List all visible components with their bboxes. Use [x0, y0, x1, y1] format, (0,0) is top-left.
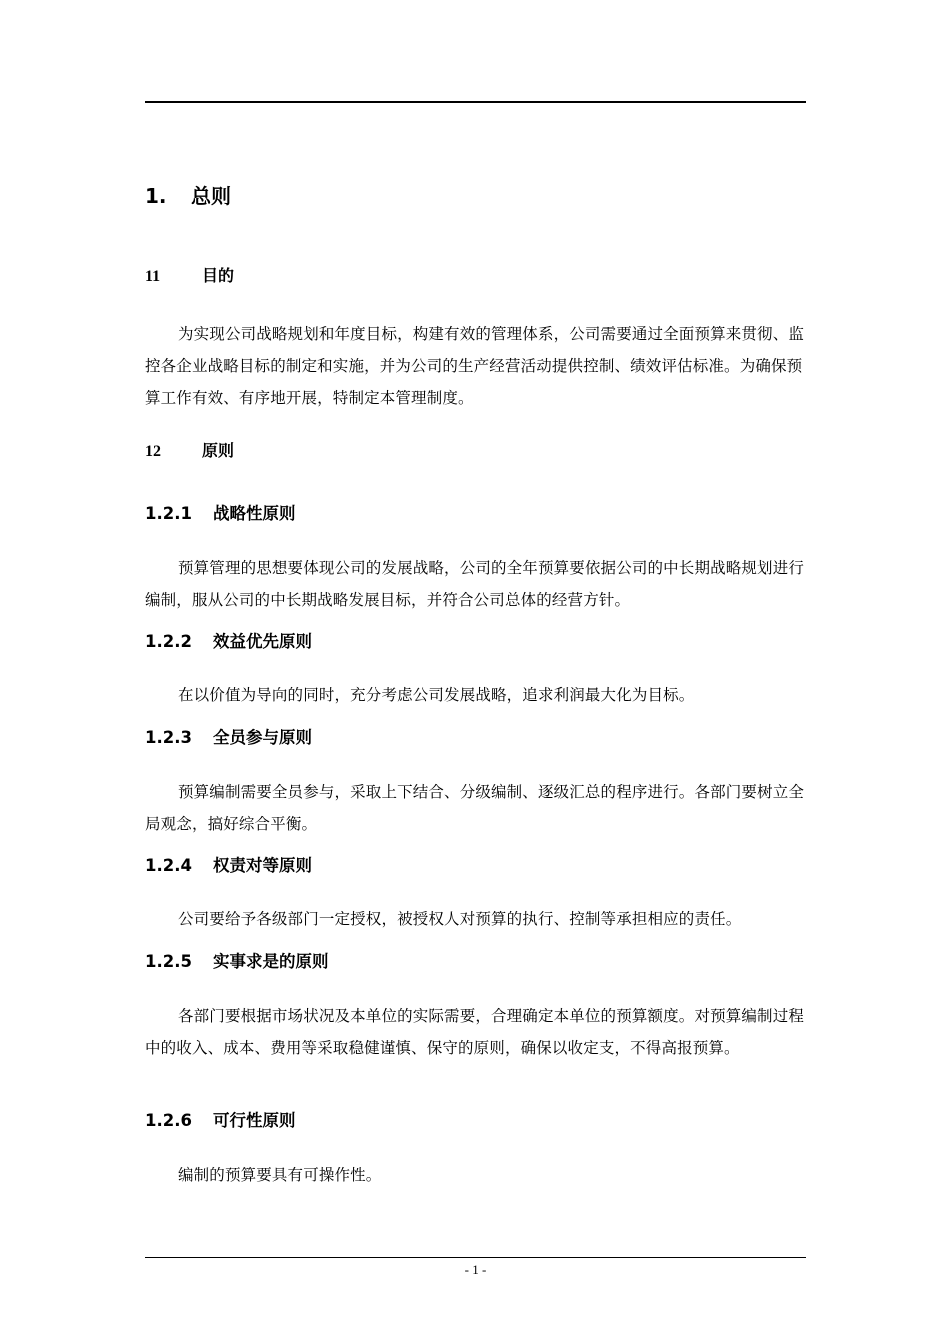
section-paragraph: 为实现公司战略规划和年度目标，构建有效的管理体系，公司需要通过全面预算来贯彻、监控各企业战略目标的制定和实施，并为公司的生产经营活动提供控制、绩效评估标准。为确保预算工作有效、有序地开展，特制定本管理制度。: [145, 325, 805, 407]
chapter-number: 1.: [145, 184, 167, 208]
subsection-heading: [145, 500, 296, 524]
chapter-heading: [145, 180, 231, 209]
section-number: 12: [145, 443, 161, 460]
section-title: 目的: [202, 266, 235, 285]
subsection-heading: [145, 948, 329, 972]
header-rule: [145, 101, 806, 103]
subsection-paragraph: 预算编制需要全员参与，采取上下结合、分级编制、逐级汇总的程序进行。各部门要树立全局观念，搞好综合平衡。: [145, 783, 805, 833]
chapter-title: 总则: [191, 184, 231, 208]
subsection-title: 实事求是的原则: [213, 952, 329, 971]
subsection-number: 1.2.4: [145, 856, 192, 875]
subsection-title: 战略性原则: [213, 504, 296, 523]
subsection-title: 可行性原则: [213, 1111, 296, 1130]
section-heading: [145, 263, 234, 286]
subsection-heading: [145, 628, 312, 652]
subsection-paragraph: 预算管理的思想要体现公司的发展战略，公司的全年预算要依据公司的中长期战略规划进行编制，服从公司的中长期战略发展目标，并符合公司总体的经营方针。: [145, 559, 805, 609]
page-number: - 1 -: [464, 1262, 487, 1277]
subsection-paragraph: 公司要给予各级部门一定授权，被授权人对预算的执行、控制等承担相应的责任。: [178, 910, 742, 928]
subsection-paragraph: 各部门要根据市场状况及本单位的实际需要，合理确定本单位的预算额度。对预算编制过程中的收入、成本、费用等采取稳健谨慎、保守的原则，确保以收定支，不得高报预算。: [145, 1007, 805, 1057]
subsection-paragraph: 在以价值为导向的同时，充分考虑公司发展战略，追求利润最大化为目标。: [178, 686, 695, 704]
footer-rule: [145, 1257, 806, 1258]
subsection-paragraph: 编制的预算要具有可操作性。: [178, 1166, 382, 1184]
section-number: 11: [145, 268, 161, 285]
subsection-number: 1.2.6: [145, 1111, 192, 1130]
section-heading: [145, 438, 234, 461]
subsection-title: 权责对等原则: [213, 856, 312, 875]
subsection-number: 1.2.5: [145, 952, 192, 971]
subsection-title: 全员参与原则: [213, 728, 312, 747]
subsection-number: 1.2.1: [145, 504, 192, 523]
subsection-heading: [145, 852, 312, 876]
section-title: 原则: [202, 441, 235, 460]
subsection-number: 1.2.3: [145, 728, 192, 747]
subsection-heading: [145, 724, 312, 748]
subsection-title: 效益优先原则: [213, 632, 312, 651]
subsection-number: 1.2.2: [145, 632, 192, 651]
subsection-heading: [145, 1107, 296, 1131]
